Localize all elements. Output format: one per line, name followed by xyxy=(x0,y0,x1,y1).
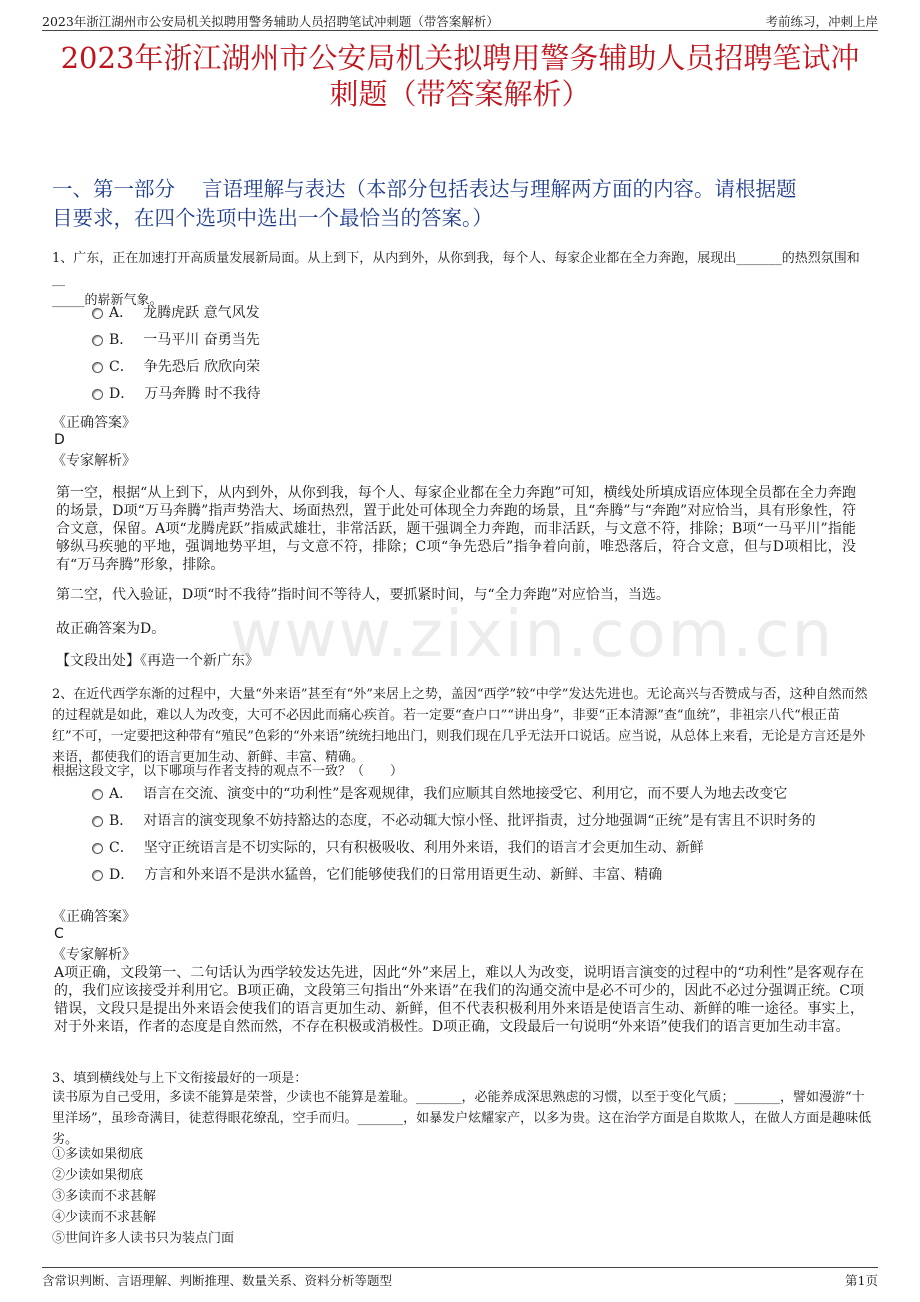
option-text: 龙腾虎跃 意气风发 xyxy=(143,305,260,321)
question-1-stem-line-2: _____的崭新气象。 xyxy=(52,293,163,308)
list-item: ①多读如果彻底 xyxy=(52,1147,144,1162)
option-text: 对语言的演变现象不妨持豁达的态度，不必动辄大惊小怪、批评指责，过分地强调“正统”是有害且不识时务的 xyxy=(143,813,816,829)
section-heading-line-2: 目要求，在四个选项中选出一个最恰当的答案。） xyxy=(52,206,493,230)
question-1-option-a[interactable] xyxy=(92,303,872,323)
document-title-line-2: 刺题（带答案解析） xyxy=(329,77,591,111)
question-2-option-b[interactable] xyxy=(92,811,872,831)
question-1-option-d[interactable] xyxy=(92,384,872,404)
question-2-answer: C xyxy=(54,926,64,942)
option-letter: A． xyxy=(109,786,134,802)
question-2-option-c[interactable] xyxy=(92,838,872,858)
question-1-analysis-label: 《专家解析》 xyxy=(52,453,136,469)
question-3-passage: 读书原为自己受用，多读不能算是荣誉，少读也不能算是羞耻。_______，必能养成深思熟虑的习惯，以至于变化气质；_______，譬如漫游“十里洋场”，虽珍奇满目，徒惹得眼花缭乱，空手而归。_______，如暴发户炫耀家产，以多为贵。这在治学方面是自欺欺人，在做人方面是趣味低劣。 xyxy=(52,1090,872,1147)
question-3-items xyxy=(52,1144,872,1249)
option-text: 一马平川 奋勇当先 xyxy=(143,332,260,348)
question-2-answer-label: 《正确答案》 xyxy=(52,909,136,925)
option-letter: B． xyxy=(109,332,134,348)
option-letter: C． xyxy=(109,840,134,856)
radio-icon[interactable] xyxy=(92,362,103,373)
question-2-prompt: 根据这段文字，以下哪项与作者支持的观点不一致？（ ） xyxy=(52,764,404,779)
option-text: 争先恐后 欣欣向荣 xyxy=(143,359,261,375)
option-letter: B． xyxy=(109,813,134,829)
document-title xyxy=(42,40,878,112)
section-heading xyxy=(52,175,872,233)
list-item: ③多读而不求甚解 xyxy=(52,1189,157,1204)
question-1-analysis-paragraph-1: 第一空，根据“从上到下，从内到外，从你到我，每个人、每家企业都在全力奔跑”可知，横线处所填成语应体现全员都在全力奔跑的场景，D项“万马奔腾”指声势浩大、场面热烈，置于此处可体现全力奔跑的场景，且“奔腾”与“奔跑”对应恰当，具有形象性，符合文意，保留。A项“龙腾虎跃”指威武雄壮，非常活跃，题干强调全力奔跑，而非活跃，与文意不符，排除；B项“一马平川”指能够纵马疾驰的平地，强调地势平坦，与文意不符，排除；C项“争先恐后”指争着向前，唯恐落后，符合文意，但与D项相比，没有“万马奔腾”形象，排除。 xyxy=(56,485,856,573)
option-letter: D． xyxy=(109,867,135,883)
question-2-analysis-label: 《专家解析》 xyxy=(52,947,136,963)
section-heading-line-1: 一、第一部分 言语理解与表达（本部分包括表达与理解两方面的内容。请根据题 xyxy=(52,177,797,201)
list-item: ②少读如果彻底 xyxy=(52,1168,144,1183)
radio-icon[interactable] xyxy=(92,335,103,346)
source-label: 【文段出处】 xyxy=(56,653,140,669)
option-text: 语言在交流、演变中的“功利性”是客观规律，我们应顺其自然地接受它、利用它，而不要人为地去改变它 xyxy=(143,786,788,802)
question-1-option-b[interactable] xyxy=(92,330,872,350)
question-1-answer: D xyxy=(54,432,65,448)
radio-icon[interactable] xyxy=(92,870,103,881)
watermark: www.zixin.com.cn xyxy=(230,598,835,672)
radio-icon[interactable] xyxy=(92,389,103,400)
question-3-stem: 3、填到横线处与上下文衔接最好的一项是： xyxy=(52,1071,308,1086)
question-1-stem xyxy=(52,248,872,311)
option-letter: D． xyxy=(109,386,135,402)
list-item: ④少读而不求甚解 xyxy=(52,1210,157,1225)
option-text: 坚守正统语言是不切实际的，只有积极吸收、利用外来语，我们的语言才会更加生动、新鲜 xyxy=(143,840,704,856)
footer-note: 含常识判断、言语理解、判断推理、数量关系、资料分析等题型 xyxy=(42,1273,393,1288)
page-header xyxy=(0,0,920,30)
option-text: 万马奔腾 时不我待 xyxy=(144,386,261,402)
header-rule xyxy=(42,30,878,31)
list-item: ⑤世间许多人读书只为装点门面 xyxy=(52,1231,235,1246)
option-letter: A． xyxy=(109,305,134,321)
question-1-analysis-paragraph-3: 故正确答案为D。 xyxy=(56,621,166,637)
radio-icon[interactable] xyxy=(92,843,103,854)
source-title: 《再造一个新广东》 xyxy=(140,653,259,669)
page-number: 第1页 xyxy=(845,1273,878,1288)
footer-rule xyxy=(42,1267,878,1268)
question-1-option-c[interactable] xyxy=(92,357,872,377)
header-doc-title: 2023年浙江湖州市公安局机关拟聘用警务辅助人员招聘笔试冲刺题（带答案解析） xyxy=(42,14,499,29)
question-1-stem-line-1: 1、广东，正在加速打开高质量发展新局面。从上到下，从内到外，从你到我，每个人、每家企业都在全力奔跑，展现出_______的热烈氛围和__ xyxy=(52,251,860,287)
option-letter: C． xyxy=(109,359,134,375)
question-1-analysis-paragraph-2: 第二空，代入验证，D项“时不我待”指时间不等待人，要抓紧时间，与“全力奔跑”对应恰当，当选。 xyxy=(56,587,670,603)
question-2-analysis: A项正确，文段第一、二句话认为西学较发达先进，因此“外”来居上，难以人为改变，说明语言演变的过程中的“功利性”是客观存在的，我们应该接受并利用它。B项正确，文段第三句指出“外来语”在我们的沟通交流中是必不可少的，因此不必过分强调正统。C项错误，文段只是提出外来语会使我们的语言更加生动、新鲜，但不代表积极利用外来语是使语言生动、新鲜的唯一途径。事实上，对于外来语，作者的态度是自然而然，不存在积极或消极性。D项正确，文段最后一句说明“外来语”使我们的语言更加生动丰富。 xyxy=(54,965,864,1035)
header-slogan: 考前练习，冲刺上岸 xyxy=(765,14,878,29)
question-2-stem: 2、在近代西学东渐的过程中，大量“外来语”甚至有“外”来居上之势，盖因“西学”较“中学”发达先进也。无论高兴与否赞成与否，这种自然而然的过程就是如此，难以人为改变，大可不必因此而痛心疾首。若一定要“查户口”“讲出身”，非要“正本清源”查“血统”，非祖宗八代“根正苗红”不可，一定要把这种带有“殖民”色彩的“外来语”统统扫地出门，则我们现在几乎无法开口说话。应当说，从总体上来看，无论是方言还是外来语，都使我们的语言更加生动、新鲜、丰富、精确。 xyxy=(52,687,868,765)
question-2-option-d[interactable] xyxy=(92,865,872,885)
question-1-answer-label: 《正确答案》 xyxy=(52,415,136,431)
radio-icon[interactable] xyxy=(92,789,103,800)
radio-icon[interactable] xyxy=(92,308,103,319)
radio-icon[interactable] xyxy=(92,816,103,827)
document-title-line-1: 2023年浙江湖州市公安局机关拟聘用警务辅助人员招聘笔试冲 xyxy=(60,41,860,75)
option-text: 方言和外来语不是洪水猛兽，它们能够使我们的日常用语更生动、新鲜、丰富、精确 xyxy=(144,867,663,883)
question-2-option-a[interactable] xyxy=(92,784,872,804)
